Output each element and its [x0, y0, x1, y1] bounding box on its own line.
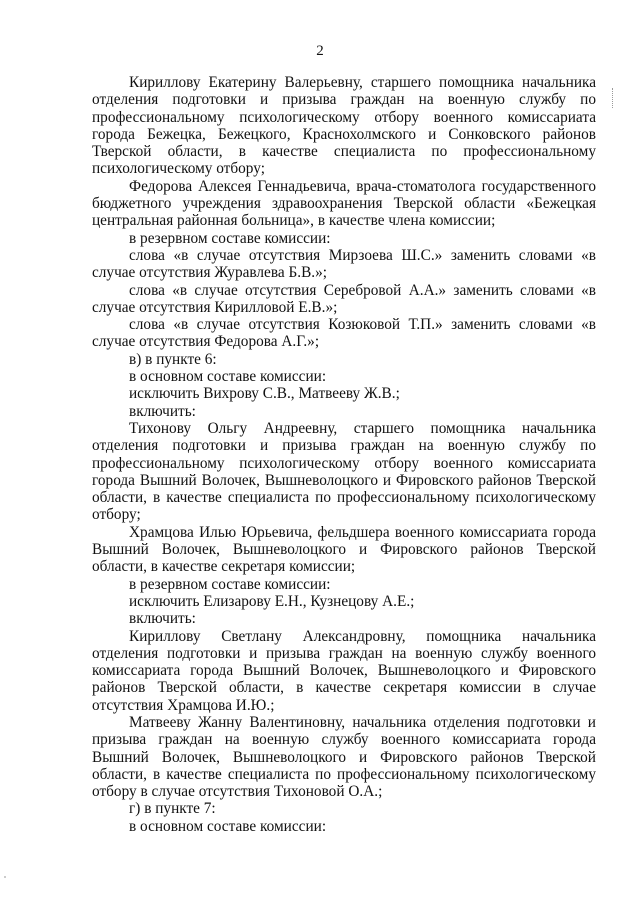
paragraph: г) в пункте 7:: [129, 800, 216, 818]
paragraph: Тихонову Ольгу Андреевну, старшего помощника начальника отделения подготовки и призыва граждан на военную службу по профессиональному психологическому отбору военного комиссариата города Вышний Волочек, Вышневолоцкого и Фировского районов Тверской области, в качестве специалиста по профессиональному психологическому отбору;: [92, 419, 596, 524]
paragraph: включить:: [129, 610, 196, 628]
paragraph: Храмцова Илью Юрьевича, фельдшера военного комиссариата города Вышний Волочек, Вышневолоцкого и Фировского районов Тверской области, в качестве секретаря комиссии;: [92, 523, 596, 576]
scan-dot-mark: [4, 876, 6, 878]
paragraph: в резервном составе комиссии:: [129, 575, 331, 593]
paragraph: исключить Вихрову С.В., Матвееву Ж.В.;: [129, 385, 400, 403]
document-body: [92, 74, 596, 835]
paragraph: слова «в случае отсутствия Мирзоева Ш.С.» заменить словами «в случае отсутствия Журавлева Б.В.»;: [92, 246, 596, 282]
paragraph: Кириллову Светлану Александровну, помощника начальника отделения подготовки и призыва граждан на военную службу военного комиссариата города Вышний Волочек, Вышневолоцкого и Фировского районов Тверской области, в качестве секретаря комиссии в случае отсутствия Храмцова И.Ю.;: [92, 627, 596, 714]
paragraph: Федорова Алексея Геннадьевича, врача-стоматолога государственного бюджетного учреждения здравоохранения Тверской области «Бежецкая центральная районная больница», в качестве члена комиссии;: [92, 177, 596, 230]
paragraph: включить:: [129, 402, 196, 420]
paragraph: в) в пункте 6:: [129, 350, 217, 368]
paragraph: слова «в случае отсутствия Козюковой Т.П.» заменить словами «в случае отсутствия Федорова А.Г.»;: [92, 316, 596, 351]
paragraph: Матвееву Жанну Валентиновну, начальника отделения подготовки и призыва граждан на военную службу военного комиссариата города Вышний Волочек, Вышневолоцкого и Фировского районов Тверской области, в качестве специалиста по профессиональному психологическому отбору в случае отсутствия Тихоновой О.А.;: [92, 713, 596, 801]
page-number: 2: [316, 43, 324, 59]
scan-edge-mark: [612, 88, 614, 108]
paragraph: в основном составе комиссии:: [129, 817, 327, 835]
paragraph: исключить Елизарову Е.Н., Кузнецову А.Е.;: [129, 592, 415, 610]
paragraph: слова «в случае отсутствия Серебровой А.А.» заменить словами «в случае отсутствия Кирилловой Е.В.»;: [92, 281, 596, 316]
paragraph: в основном составе комиссии:: [129, 368, 327, 386]
paragraph: в резервном составе комиссии:: [129, 229, 331, 247]
paragraph: Кириллову Екатерину Валерьевну, старшего помощника начальника отделения подготовки и призыва граждан на военную службу по профессиональному психологическому отбору военного комиссариата города Бежецка, Бежецкого, Краснохолмского и Сонковского районов Тверской области, в качестве специалиста по профессиональному психологическому отбору;: [92, 74, 596, 178]
